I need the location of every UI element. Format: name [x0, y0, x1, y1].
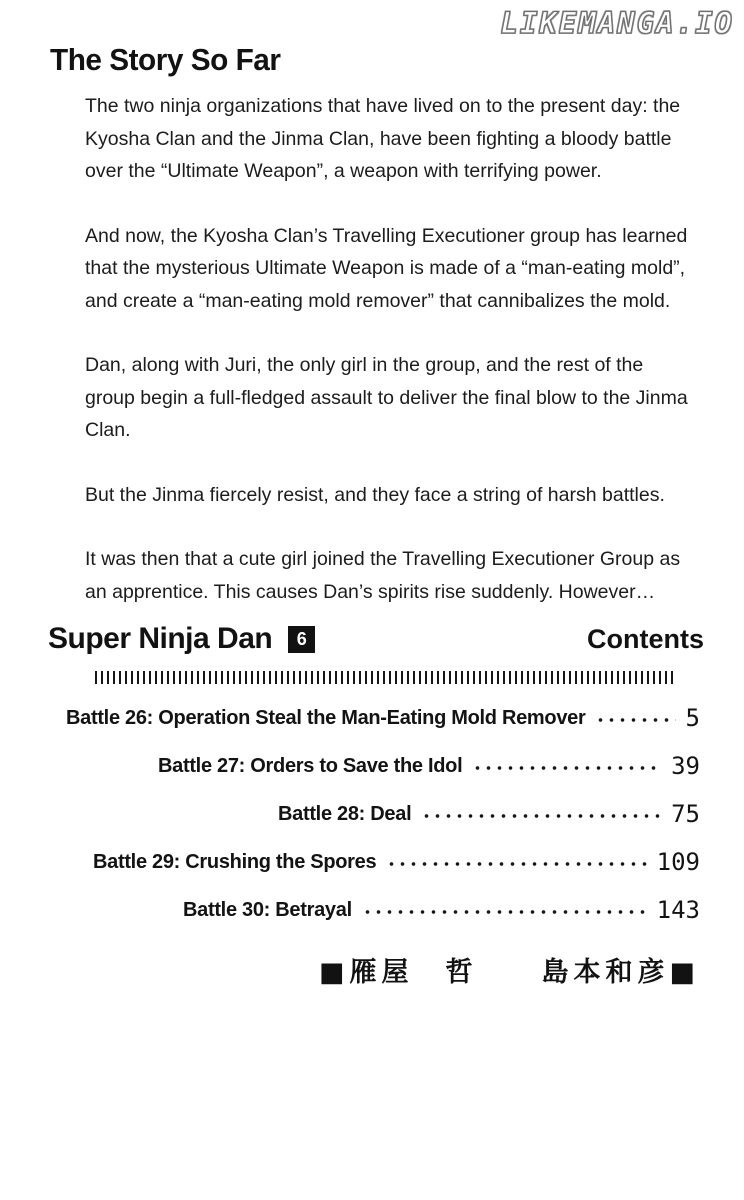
- contents-label: Contents: [587, 623, 704, 654]
- volume-number-badge: 6: [288, 626, 315, 653]
- toc-entry-battle-26: [66, 694, 700, 742]
- toc-entry-label: Battle 30: Betrayal: [183, 898, 352, 921]
- story-paragraph-1: The two ninja organizations that have lived on to the present day: the Kyosha Clan and the Jinma Clan, have been fighting a bloody battle over the “Ultimate Weapon”, a weapon with terrifying power.: [85, 95, 681, 182]
- tick-strip-divider: [95, 671, 673, 684]
- story-so-far-title: The Story So Far: [50, 42, 281, 77]
- toc-entry-battle-28: [278, 790, 700, 838]
- toc-entry-battle-29: [93, 838, 700, 886]
- story-paragraph-3: Dan, along with Juri, the only girl in the group, and the rest of the group begin a full-fledged assault to deliver the final blow to the Jinma Clan.: [85, 354, 688, 441]
- toc-entry-page: 143: [656, 896, 700, 924]
- dot-leader: [386, 858, 646, 870]
- dot-leader: [472, 762, 661, 774]
- site-watermark: LIKEMANGA.IO: [500, 6, 734, 40]
- toc-entry-battle-30: [183, 886, 700, 934]
- toc-entry-page: 75: [671, 800, 700, 828]
- story-synopsis: [85, 90, 692, 608]
- contents-header: [48, 622, 704, 656]
- story-paragraph-5: It was then that a cute girl joined the Travelling Executioner Group as an apprentice. This causes Dan’s spirits rise suddenly. However…: [85, 548, 681, 603]
- author-credits: ■雁屋 哲 島本和彦■: [318, 957, 700, 988]
- toc-entry-label: Battle 28: Deal: [278, 802, 412, 825]
- story-paragraph-2: And now, the Kyosha Clan’s Travelling Executioner group has learned that the mysterious Ultimate Weapon is made of a “man-eating mold”, and create a “man-eating mold remover” that cannibalizes the mold.: [85, 224, 688, 312]
- toc-entry-page: 5: [685, 704, 700, 732]
- dot-leader: [421, 810, 661, 822]
- toc-entry-label: Battle 27: Orders to Save the Idol: [158, 754, 463, 777]
- toc-entry-label: Battle 29: Crushing the Spores: [93, 850, 377, 873]
- dot-leader: [595, 714, 675, 726]
- contents-list: [0, 694, 744, 934]
- dot-leader: [362, 906, 647, 918]
- toc-entry-battle-27: [158, 742, 700, 790]
- toc-entry-page: 109: [656, 848, 700, 876]
- series-title: Super Ninja Dan: [48, 622, 273, 655]
- story-paragraph-4: But the Jinma fiercely resist, and they face a string of harsh battles.: [85, 483, 665, 506]
- toc-entry-label: Battle 26: Operation Steal the Man-Eating Mold Remover: [66, 706, 586, 729]
- toc-entry-page: 39: [671, 752, 700, 780]
- series-title-group: [48, 622, 315, 656]
